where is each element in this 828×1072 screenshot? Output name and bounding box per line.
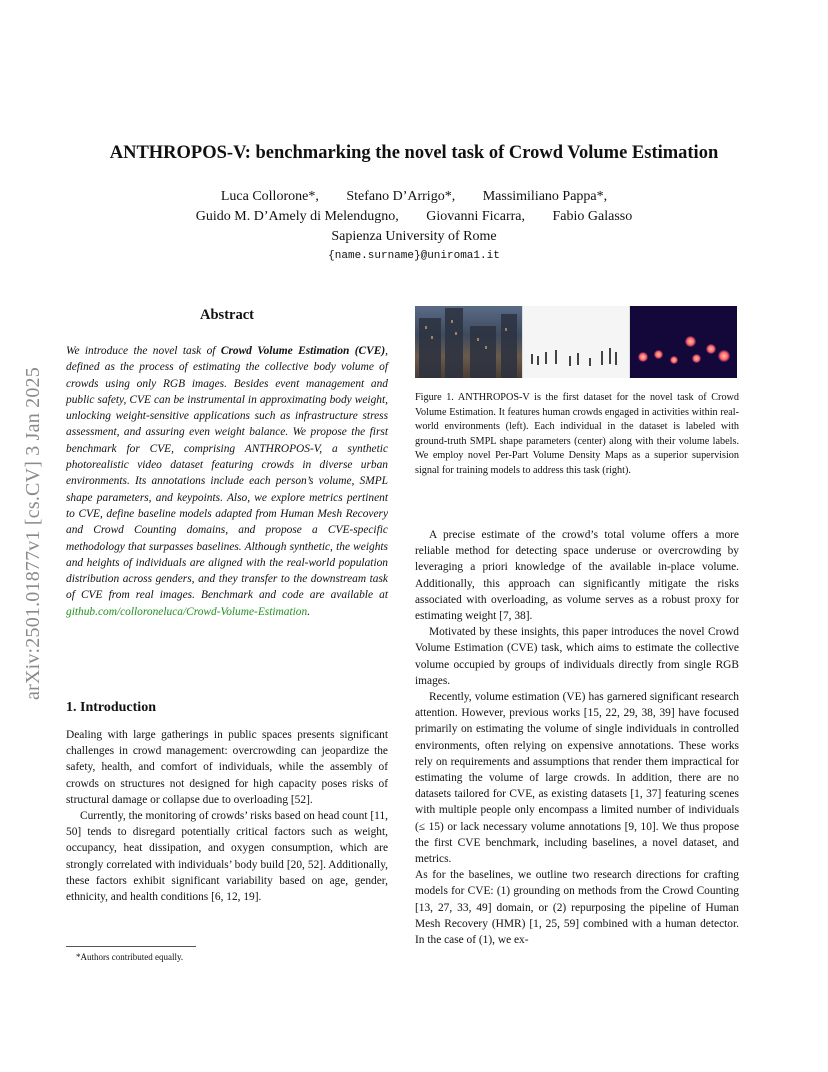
body-paragraph: As for the baselines, we outline two research directions for crafting models for CVE: (1) grounding on methods from the Crowd Counting [13, 27, 33, 49] domain, or (2) repurposing the pipeline of Human Mesh Recovery (HMR) [1, 25, 59] combined with a human detector. In the case of (1), we ex- — [415, 869, 739, 947]
author-name: Fabio Galasso — [552, 209, 633, 224]
intro-paragraph: Dealing with large gatherings in public spaces presents significant challenges in crowd management: overcrowding can jeopardize the safety, health, and comfort of individuals, while the assembly of crowds on structures not designed for high capacity poses risks of structural damage or collapse due to overloading [52]. — [66, 729, 388, 806]
author-line-2 — [60, 207, 768, 227]
author-name: Luca Collorone*, — [220, 189, 319, 204]
author-block — [60, 187, 768, 265]
figure-caption: Figure 1. ANTHROPOS-V is the first dataset for the novel task of Crowd Volume Estimation. It features human crowds engaged in activities within real-world environments (left). Each individual in the dataset is labeled with ground-truth SMPL shape parameters (center) along with their volume labels. We employ novel Per-Part Volume Density Maps as a superior supervision signal for training models to address this task (right). — [415, 392, 739, 476]
author-email: {name.surname}@uniroma1.it — [328, 250, 500, 262]
body-paragraph: Motivated by these insights, this paper introduces the novel Crowd Volume Estimation (CVE) task, which aims to estimate the collective volume occupied by groups of individuals directly from single RGB images. — [415, 626, 739, 687]
figure-1 — [415, 306, 737, 378]
footnote-rule — [66, 946, 196, 947]
author-name: Giovanni Ficarra, — [426, 209, 525, 224]
figure-panel-volume-density-map — [630, 306, 737, 378]
right-column-text — [415, 527, 739, 948]
figure-panel-smpl-meshes — [522, 306, 631, 378]
abstract-heading: Abstract — [200, 307, 254, 323]
figure-panel-rgb-scene — [415, 306, 522, 378]
introduction-text — [66, 727, 388, 905]
abstract-text: We introduce the novel task of Crowd Volume Estimation (CVE), defined as the process of estimating the collective body volume of crowds using only RGB images. Besides event management and public safety, CVE can be instrumental in approximating body weight, unlocking weight-sensitive applications such as infrastructure stress assessment, and assuring even weight balance. We propose the first benchmark for CVE, comprising ANTHROPOS-V, a synthetic photorealistic video dataset featuring crowds in diverse urban environments. Its annotations include each person’s volume, SMPL shape parameters, and keypoints. Also, we explore metrics pertinent to CVE, define baseline models adapted from Human Mesh Recovery and Crowd Counting domains, and propose a CVE-specific methodology that surpasses baselines. Although synthetic, the weights and heights of individuals are aligned with the real-world population distribution across genders, and they transfer to the downstream task of CVE from real images. Benchmark and code are available at github.com/colloroneluca/Crowd-Volume-Estimation. — [66, 345, 388, 618]
abstract-term: Crowd Volume Estimation (CVE) — [220, 345, 386, 357]
intro-paragraph: Currently, the monitoring of crowds’ risks based on head count [11, 50] tends to disregard potentially critical factors such as weight, occupancy, heat dissipation, and oxygen consumption, which are strongly correlated with individuals’ body build [20, 52]. Additionally, these factors exhibit significant variability based on age, gender, ethnicity, and health conditions [6, 12, 19]. — [66, 810, 388, 904]
footnote: *Authors contributed equally. — [76, 952, 184, 962]
body-paragraph: A precise estimate of the crowd’s total volume offers a more reliable method for detecting space underuse or overcrowding by leveraging a priori knowledge of the available in-place volume. Additionally, this approach can significantly mitigate the risks associated with overloading, as volume serves as a robust proxy for estimating weight [7, 38]. — [415, 529, 739, 623]
paper-title: ANTHROPOS-V: benchmarking the novel task of Crowd Volume Estimation — [109, 143, 719, 163]
affiliation: Sapienza University of Rome — [331, 229, 497, 244]
author-name: Stefano D’Arrigo*, — [346, 189, 456, 204]
code-link[interactable]: github.com/colloroneluca/Crowd-Volume-Estimation — [66, 605, 308, 618]
introduction-heading: 1. Introduction — [66, 700, 156, 715]
author-name: Massimiliano Pappa*, — [482, 189, 608, 204]
author-line-1 — [60, 187, 768, 207]
body-paragraph: Recently, volume estimation (VE) has garnered significant research attention. However, previous works [15, 22, 29, 38, 39] have focused primarily on estimating the volume of single individuals in controlled environments, often relying on expensive annotations. These works rely on requirements and assumptions that render them impractical for estimating the volume of large crowds. In addition, there are no datasets tailored for CVE, as existing datasets [1, 37] featuring scenes with multiple people only encompass a limited number of individuals (≤ 15) or lack necessary volume annotations [9, 10]. We thus propose the first CVE benchmark, including baselines, a novel dataset, and metrics. — [415, 691, 739, 866]
arxiv-stamp: arXiv:2501.01877v1 [cs.CV] 3 Jan 2025 — [22, 367, 44, 700]
author-name: Guido M. D’Amely di Melendugno, — [195, 209, 399, 224]
